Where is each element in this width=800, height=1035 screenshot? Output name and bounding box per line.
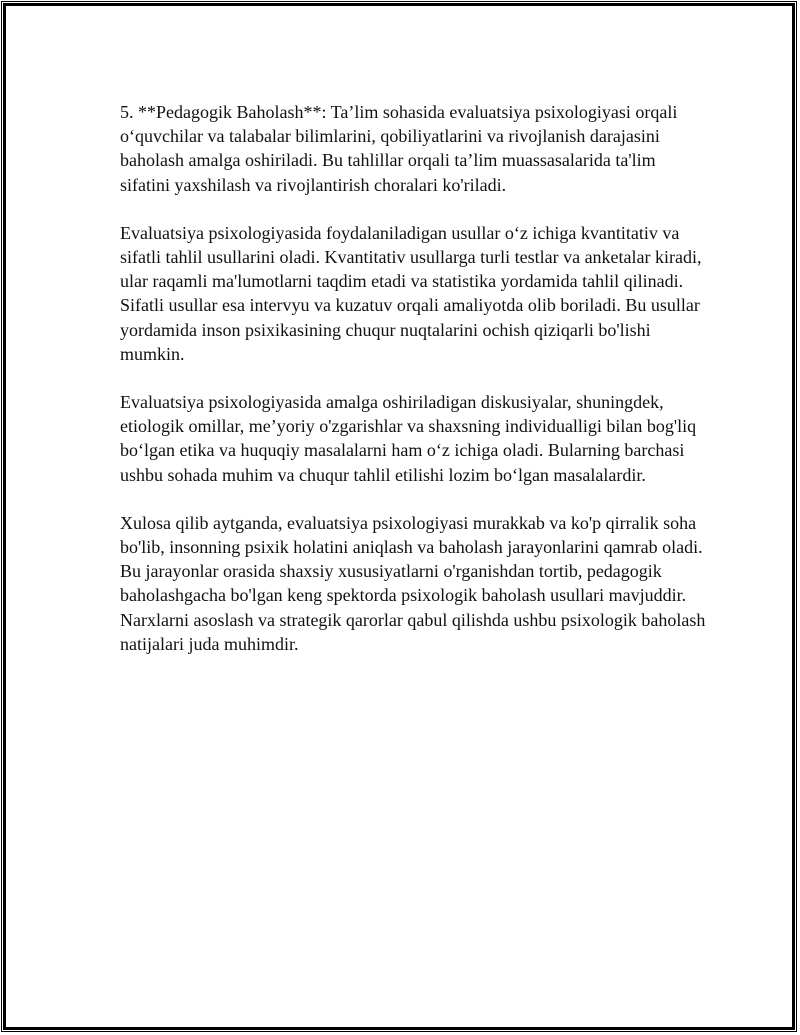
paragraph-ethics-legal: Evaluatsiya psixologiyasida amalga oshiriladigan diskusiyalar, shuningdek, etiologik omillar, me’yoriy o'zgarishlar va shaxsning individualligi bilan bog'liq bo‘lgan etika va huquqiy masalalarni ham o‘z ichiga oladi. Bularning barchasi ushbu sohada muhim va chuqur tahlil etilishi lozim bo‘lgan masalalardir.	[120, 392, 697, 485]
paragraph-conclusion: Xulosa qilib aytganda, evaluatsiya psixologiyasi murakkab va ko'p qirralik soha bo'lib, insonning psixik holatini aniqlash va baholash jarayonlarini qamrab oladi. Bu jarayonlar orasida shaxsiy xususiyatlarni o'rganishdan tortib, pedagogik baholashgacha bo'lgan keng spektorda psixologik baholash usullari mavjuddir. Narxlarni asoslash va strategik qarorlar qabul qilishda ushbu psixologik baholash natijalari juda muhimdir.	[120, 512, 706, 654]
document-body	[120, 100, 710, 680]
paragraph-evaluation-methods: Evaluatsiya psixologiyasida foydalaniladigan usullar o‘z ichiga kvantitativ va sifatli tahlil usullarini oladi. Kvantitativ usullarga turli testlar va anketalar kiradi, ular raqamli ma'lumotlarni taqdim etadi va statistika yordamida tahlil qilinadi. Sifatli usullar esa intervyu va kuzatuv orqali amaliyotda olib boriladi. Bu usullar yordamida inson psixikasining chuqur nuqtalarini ochish qiziqarli bo'lishi mumkin.	[120, 222, 702, 364]
paragraph-pedagogik-baholash: 5. **Pedagogik Baholash**: Ta’lim sohasida evaluatsiya psixologiyasi orqali o‘quvchilar va talabalar bilimlarini, qobiliyatlarini va rivojlanish darajasini baholash amalga oshiriladi. Bu tahlillar orqali ta’lim muassasalarida ta'lim sifatini yaxshilash va rivojlantirish choralari ko'riladi.	[120, 102, 678, 195]
page-border	[3, 3, 795, 1030]
